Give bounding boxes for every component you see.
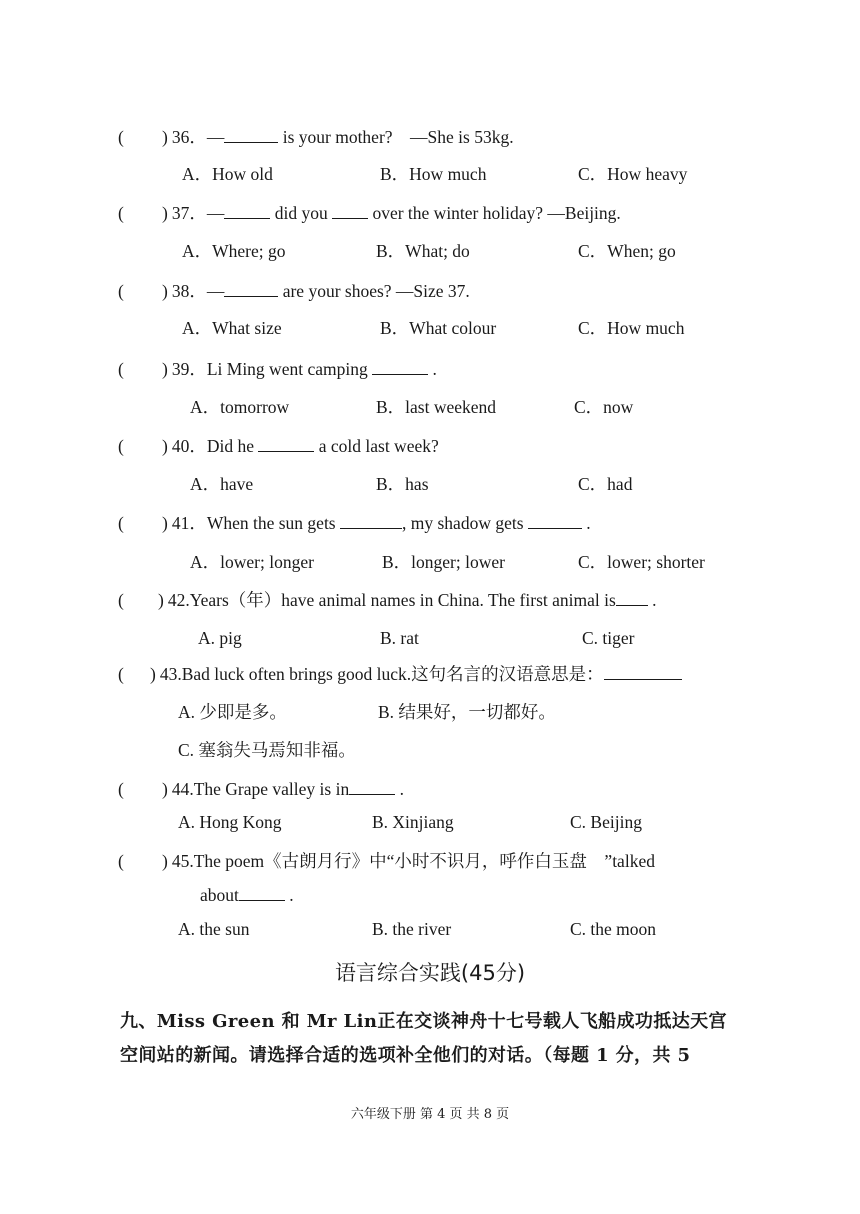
question-text: — <box>206 127 225 147</box>
question-number: 38． <box>171 281 207 301</box>
question-text: The Grape valley is in <box>193 779 350 799</box>
answer-paren-close: ) <box>162 851 168 871</box>
answer-blank <box>372 356 428 375</box>
answer-blank <box>604 661 682 680</box>
answer-paren-close: ) <box>162 436 168 456</box>
option-a: A．Where; go <box>182 241 286 261</box>
question-text: are your shoes? —Size 37. <box>278 281 470 301</box>
option-a: A. pig <box>198 628 242 648</box>
answer-blank <box>616 587 648 606</box>
answer-paren-close: ) <box>162 203 168 223</box>
option-c: C. Beijing <box>570 812 642 832</box>
option-b: B．How much <box>380 164 487 184</box>
answer-blank <box>332 200 368 219</box>
question-text: 43. <box>159 664 182 684</box>
question-text: about <box>200 885 239 905</box>
option-c: C. tiger <box>582 628 635 648</box>
question-36 <box>118 124 514 149</box>
option-c: C．When; go <box>578 241 676 261</box>
answer-paren-open: ( <box>118 779 124 799</box>
instruction-line-2: 空间站的新闻。请选择合适的选项补全他们的对话。（每题 1 分，共 5 <box>120 1045 691 1066</box>
answer-paren-open: ( <box>118 127 124 147</box>
question-text: When the sun gets <box>206 513 340 533</box>
question-number: 36． <box>171 127 207 147</box>
question-text: Did he <box>206 436 259 456</box>
option-a: A. 少即是多。 <box>178 702 287 722</box>
question-text: . <box>647 590 657 610</box>
question-text: Bad luck often brings good luck.这句名言的汉语意思是： <box>181 664 604 684</box>
answer-blank <box>224 124 278 143</box>
answer-paren-open: ( <box>118 203 124 223</box>
answer-paren-open: ( <box>118 281 124 301</box>
question-43 <box>118 661 682 686</box>
option-c: C．How heavy <box>578 164 688 184</box>
question-text: . <box>395 779 404 799</box>
option-c: C. the moon <box>570 919 657 939</box>
option-b: B. Xinjiang <box>372 812 454 832</box>
option-a: A．How old <box>182 164 273 184</box>
question-number: 39． <box>171 359 207 379</box>
option-b: B．longer; lower <box>382 552 505 572</box>
answer-blank <box>224 278 278 297</box>
answer-paren-open: ( <box>118 436 124 456</box>
question-number: 42. <box>167 590 190 610</box>
answer-paren-open: ( <box>118 664 124 684</box>
option-a: A．have <box>190 474 254 494</box>
answer-paren-open: ( <box>118 513 124 533</box>
answer-blank <box>224 200 270 219</box>
question-text: . <box>581 513 591 533</box>
question-text: — <box>206 203 225 223</box>
question-number: 37． <box>171 203 207 223</box>
option-b: B. 结果好，一切都好。 <box>378 702 556 722</box>
answer-blank <box>239 882 285 901</box>
answer-paren-close: ) <box>162 779 168 799</box>
question-41 <box>118 510 591 535</box>
page-footer: 六年级下册 第 4 页 共 8 页 <box>350 1107 510 1122</box>
option-b: B．has <box>376 474 429 494</box>
question-text: over the winter holiday? —Beijing. <box>368 203 621 223</box>
question-number: 44. <box>171 779 194 799</box>
option-a: A．tomorrow <box>190 397 290 417</box>
section-title: 语言综合实践(45分) <box>334 961 526 985</box>
option-a: A. the sun <box>178 919 250 939</box>
option-a: A. Hong Kong <box>178 812 282 832</box>
question-45-continuation <box>200 882 294 907</box>
option-c: C．now <box>574 397 634 417</box>
answer-paren-open: ( <box>118 851 124 871</box>
option-b: B．last weekend <box>376 397 497 417</box>
question-40 <box>118 433 439 458</box>
option-b: B. the river <box>372 919 452 939</box>
answer-paren-close: ) <box>162 359 168 379</box>
answer-blank <box>349 776 395 795</box>
question-number: 41． <box>171 513 207 533</box>
question-text: — <box>206 281 225 301</box>
question-text: . <box>284 885 294 905</box>
question-45 <box>118 849 655 873</box>
question-text: is your mother? —She is 53kg. <box>278 127 514 147</box>
question-44 <box>118 776 404 801</box>
answer-paren-close: ) <box>158 590 164 610</box>
option-c: C. 塞翁失马焉知非福。 <box>178 740 356 760</box>
question-text: The poem《古朗月行》中“小时不识月，呼作白玉盘 ”talked <box>193 851 655 871</box>
answer-blank <box>528 510 582 529</box>
option-c: C．had <box>578 474 633 494</box>
answer-paren-close: ) <box>162 281 168 301</box>
answer-paren-open: ( <box>118 359 124 379</box>
answer-blank <box>258 433 314 452</box>
question-39 <box>118 356 437 381</box>
option-b: B．What; do <box>376 241 470 261</box>
question-text: a cold last week? <box>314 436 439 456</box>
question-number: 45. <box>171 851 194 871</box>
option-c: C．How much <box>578 318 685 338</box>
answer-paren-close: ) <box>162 513 168 533</box>
question-38 <box>118 278 470 303</box>
answer-blank <box>340 510 402 529</box>
answer-paren-open: ( <box>118 590 124 610</box>
answer-paren-close: ) <box>162 127 168 147</box>
option-a: A．What size <box>182 318 282 338</box>
instruction-line-1: 九、Miss Green 和 Mr Lin正在交谈神舟十七号载人飞船成功抵达天宫 <box>120 1011 727 1032</box>
question-text: did you <box>270 203 333 223</box>
question-text: , my shadow gets <box>402 513 528 533</box>
question-text: . <box>428 359 437 379</box>
option-a: A．lower; longer <box>190 552 314 572</box>
question-37 <box>118 200 621 225</box>
option-b: B．What colour <box>380 318 497 338</box>
option-c: C．lower; shorter <box>578 552 705 572</box>
question-42 <box>118 587 657 612</box>
option-b: B. rat <box>380 628 419 648</box>
question-number: 40． <box>171 436 207 456</box>
question-text: Li Ming went camping <box>206 359 373 379</box>
question-text: Years（年）have animal names in China. The first animal is <box>189 590 616 610</box>
answer-paren-close: ) <box>150 664 156 684</box>
